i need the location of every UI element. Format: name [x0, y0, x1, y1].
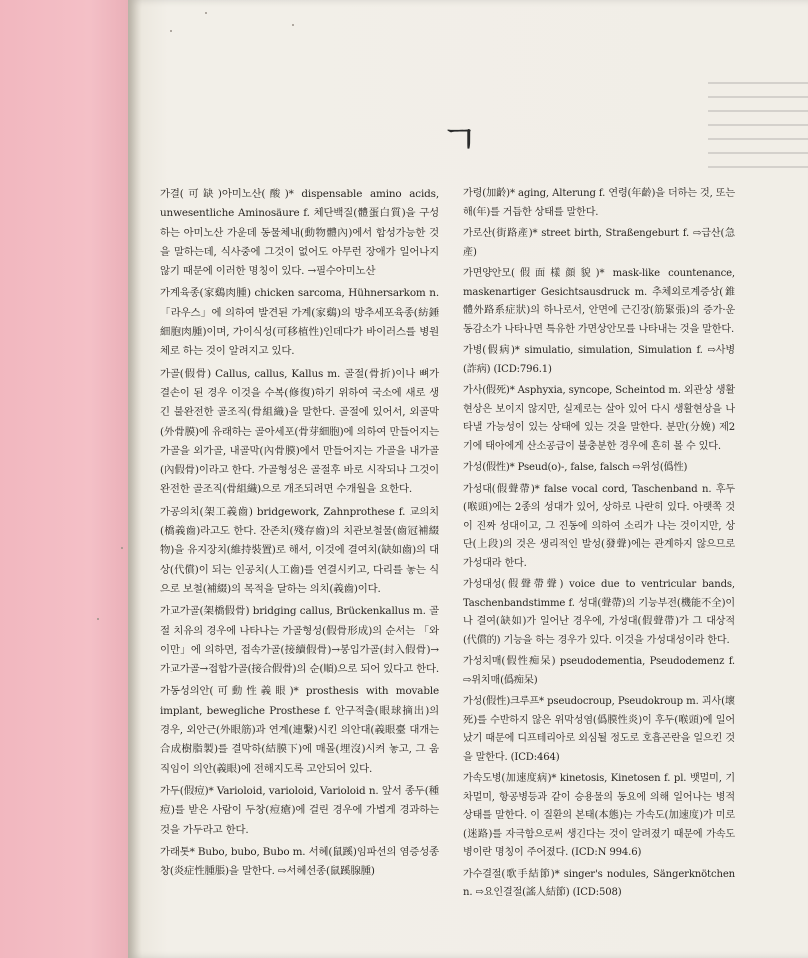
entry-pseudodementia: 가성치매(假性痴呆) pseudodementia, Pseudodemenz f. ⇨위치매(僞痴呆) [463, 656, 735, 686]
entry-chicken-sarcoma: 가계육종(家鷄肉腫) chicken sarcoma, Hühnersarkom n. 「라우스」에 의하여 발견된 가계(家鷄)의 방추세포육종(紡錘細胞肉腫)이며, 가이식성(可移植性)인데다가 바이러스를 병원체로 하는 것이 알려지고 있다. [160, 287, 439, 358]
section-letter-heading: ㄱ [440, 117, 479, 163]
pink-page-edge [0, 0, 128, 958]
entry-mask-countenance: 가면양안모(假面樣顔貌)* mask-like countenance, maskenartiger Gesichtsausdruck m. 추체외로계증상(錐體外路系症狀)의 하나로서, 안면에 근긴장(筋緊張)의 증가·운동감소가 나타나면 특유한 가면상안모를 나타내는 것을 말한다. [463, 268, 735, 335]
entry-movable-implant: 가동성의안(可動性義眼)* prosthesis with movable implant, bewegliche Prosthese f. 안구적출(眼球摘出)의 경우, 외안근(外眼筋)과 연계(連繫)시킨 의안대(義眼臺 대개는 合成樹脂製)를 결막하(結膜下)에 매몰(埋沒)시켜 놓고, 그 움직임이 의안(義眼)에 전해지도록 고안되어 있다. [160, 685, 439, 775]
right-column [463, 185, 735, 906]
entry-varioloid: 가두(假痘)* Varioloid, varioloid, Varioloid n. 앞서 종두(種痘)를 받은 사람이 두창(痘瘡)에 걸린 경우에 가볍게 경과하는 것을 가두라고 한다. [160, 784, 439, 836]
entry-pseudocroup: 가성(假性)크루프* pseudocroup, Pseudokroup m. 괴사(壞死)를 수반하지 않은 위막성염(僞膜性炎)이 후두(喉頭)에 일어났기 때문에 디프테리아로 외심될 정도로 호흡곤란을 일으킨 것을 말한다. (ICD:464) [463, 696, 735, 763]
entry-asphyxia: 가사(假死)* Asphyxia, syncope, Scheintod m. 외관상 생활현상은 보이지 않지만, 실제로는 살아 있어 다시 생활현상을 나타낼 가능성이 있는 상태에 있는 것을 말한다. 분만(分娩) 제2기에 태아에게 산소공급이 불충분한 경우에 흔히 볼 수 있다. [463, 385, 735, 452]
entry-aging: 가령(加齡)* aging, Alterung f. 연령(年齡)을 더하는 것, 또는 해(年)를 거듭한 상태를 말한다. [463, 188, 735, 218]
entry-simulatio: 가병(假病)* simulatio, simulation, Simulation f. ⇨사병(詐病) (ICD:796.1) [463, 345, 735, 375]
entry-false-vocal-cord: 가성대(假聲帶)* false vocal cord, Taschenband n. 후두(喉頭)에는 2종의 성대가 있어, 상하로 나란히 있다. 아랫쪽 것이 진짜 성대이고, 그 진동에 의하여 소리가 나는 것이지만, 상단(上段)의 것은 생리적인 발성(發聲)에는 관계하지 않으므로 가성대라 한다. [463, 483, 735, 569]
entry-pseudo: 가성(假性)* Pseud(o)-, false, falsch ⇨위성(僞性) [463, 462, 688, 473]
entry-singers-nodules: 가수결절(歌手結節)* singer's nodules, Sängerknötchen n. ⇨요인결절(謠人結節) (ICD:508) [463, 868, 735, 898]
entry-bridgework: 가공의치(架工義齒) bridgework, Zahnprothese f. 교의치(橋義齒)라고도 한다. 잔존치(殘存齒)의 치관보철물(齒冠補綴物)을 유지장치(維持裝置)로 해서, 이것에 결여치(缺如齒)의 대상(代償)이 되는 인공치(人工齒)를 연결시키고, 다리를 놓는 식으로 보철(補綴)의 목적을 달하는 의치(義齒)이다. [160, 505, 439, 595]
entry-ventricular-voice: 가성대성(假聲帶聲) voice due to ventricular bands, Taschenbandstimme f. 성대(聲帶)의 기능부전(機能不全)이나 결여(缺如)가 일어난 경우에, 가성대(假聲帶)가 그 대상적(代償的) 기능을 하는 경우가 있다. 이것을 가성대성이라 한다. [463, 579, 735, 646]
entry-kinetosis: 가속도병(加速度病)* kinetosis, Kinetosen f. pl. 뱃멀미, 기차멀미, 항공병등과 같이 승용물의 동요에 의해 일어나는 병적 상태를 말한다. 이 질환의 본태(本態)는 가속도(加速度)가 미로(迷路)를 자극함으로써 생긴다는 것이 알려졌기 때문에 가속도병이란 명칭이 주어졌다. (ICD:N 994.6) [463, 773, 735, 858]
entry-street-birth: 가로산(街路產)* street birth, Straßengeburt f. ⇨급산(急產) [463, 228, 735, 258]
entry-bridging-callus: 가교가골(架橋假骨) bridging callus, Brückenkallus m. 골절 치유의 경우에 나타나는 가골형성(假骨形成)의 순서는 「와이만」에 의하면, 접속가골(接續假骨)→봉입가골(封入假骨)→가교가골→접합가골(接合假骨)의 순(順)으로 되어 있다고 한다. [160, 605, 439, 676]
entry-bubo: 가래톳* Bubo, bubo, Bubo m. 서혜(鼠蹊)임파선의 염증성종창(炎症性腫脹)을 말한다. ⇨서혜선종(鼠蹊腺腫) [160, 845, 439, 878]
left-column [160, 185, 439, 884]
entry-amino-acids: 가결(可缺)아미노산(酸)* dispensable amino acids, unwesentliche Aminosäure f. 체단백질(體蛋白質)을 구성하는 아미노산 가운데 동물체내(動物體內)에서 합성가능한 것을 말하는데, 식사중에 그것이 없어도 아무런 장애가 일어나지 않기 때문에 이러한 명칭이 있다. →필수아미노산 [160, 188, 439, 278]
bleed-through-text [708, 70, 808, 200]
entry-callus: 가골(假骨) Callus, callus, Kallus m. 골절(骨折)이나 뼈가 결손이 된 경우 이것을 수복(修復)하기 위하여 국소에 새로 생긴 불완전한 골조직(骨組織)을 말한다. 골절에 있어서, 외골막(外骨膜)에 유래하는 골아세포(骨芽細胞)에 의하여 만들어지는 가골을 외가골, 내골막(內骨膜)에서 만들어지는 가골을 내가골(內假骨)이라고 한다. 가골형성은 골절후 바로 시작되나 그것이 완전한 골조직(骨組織)으로 개조되려면 수개월을 요한다. [160, 367, 439, 496]
